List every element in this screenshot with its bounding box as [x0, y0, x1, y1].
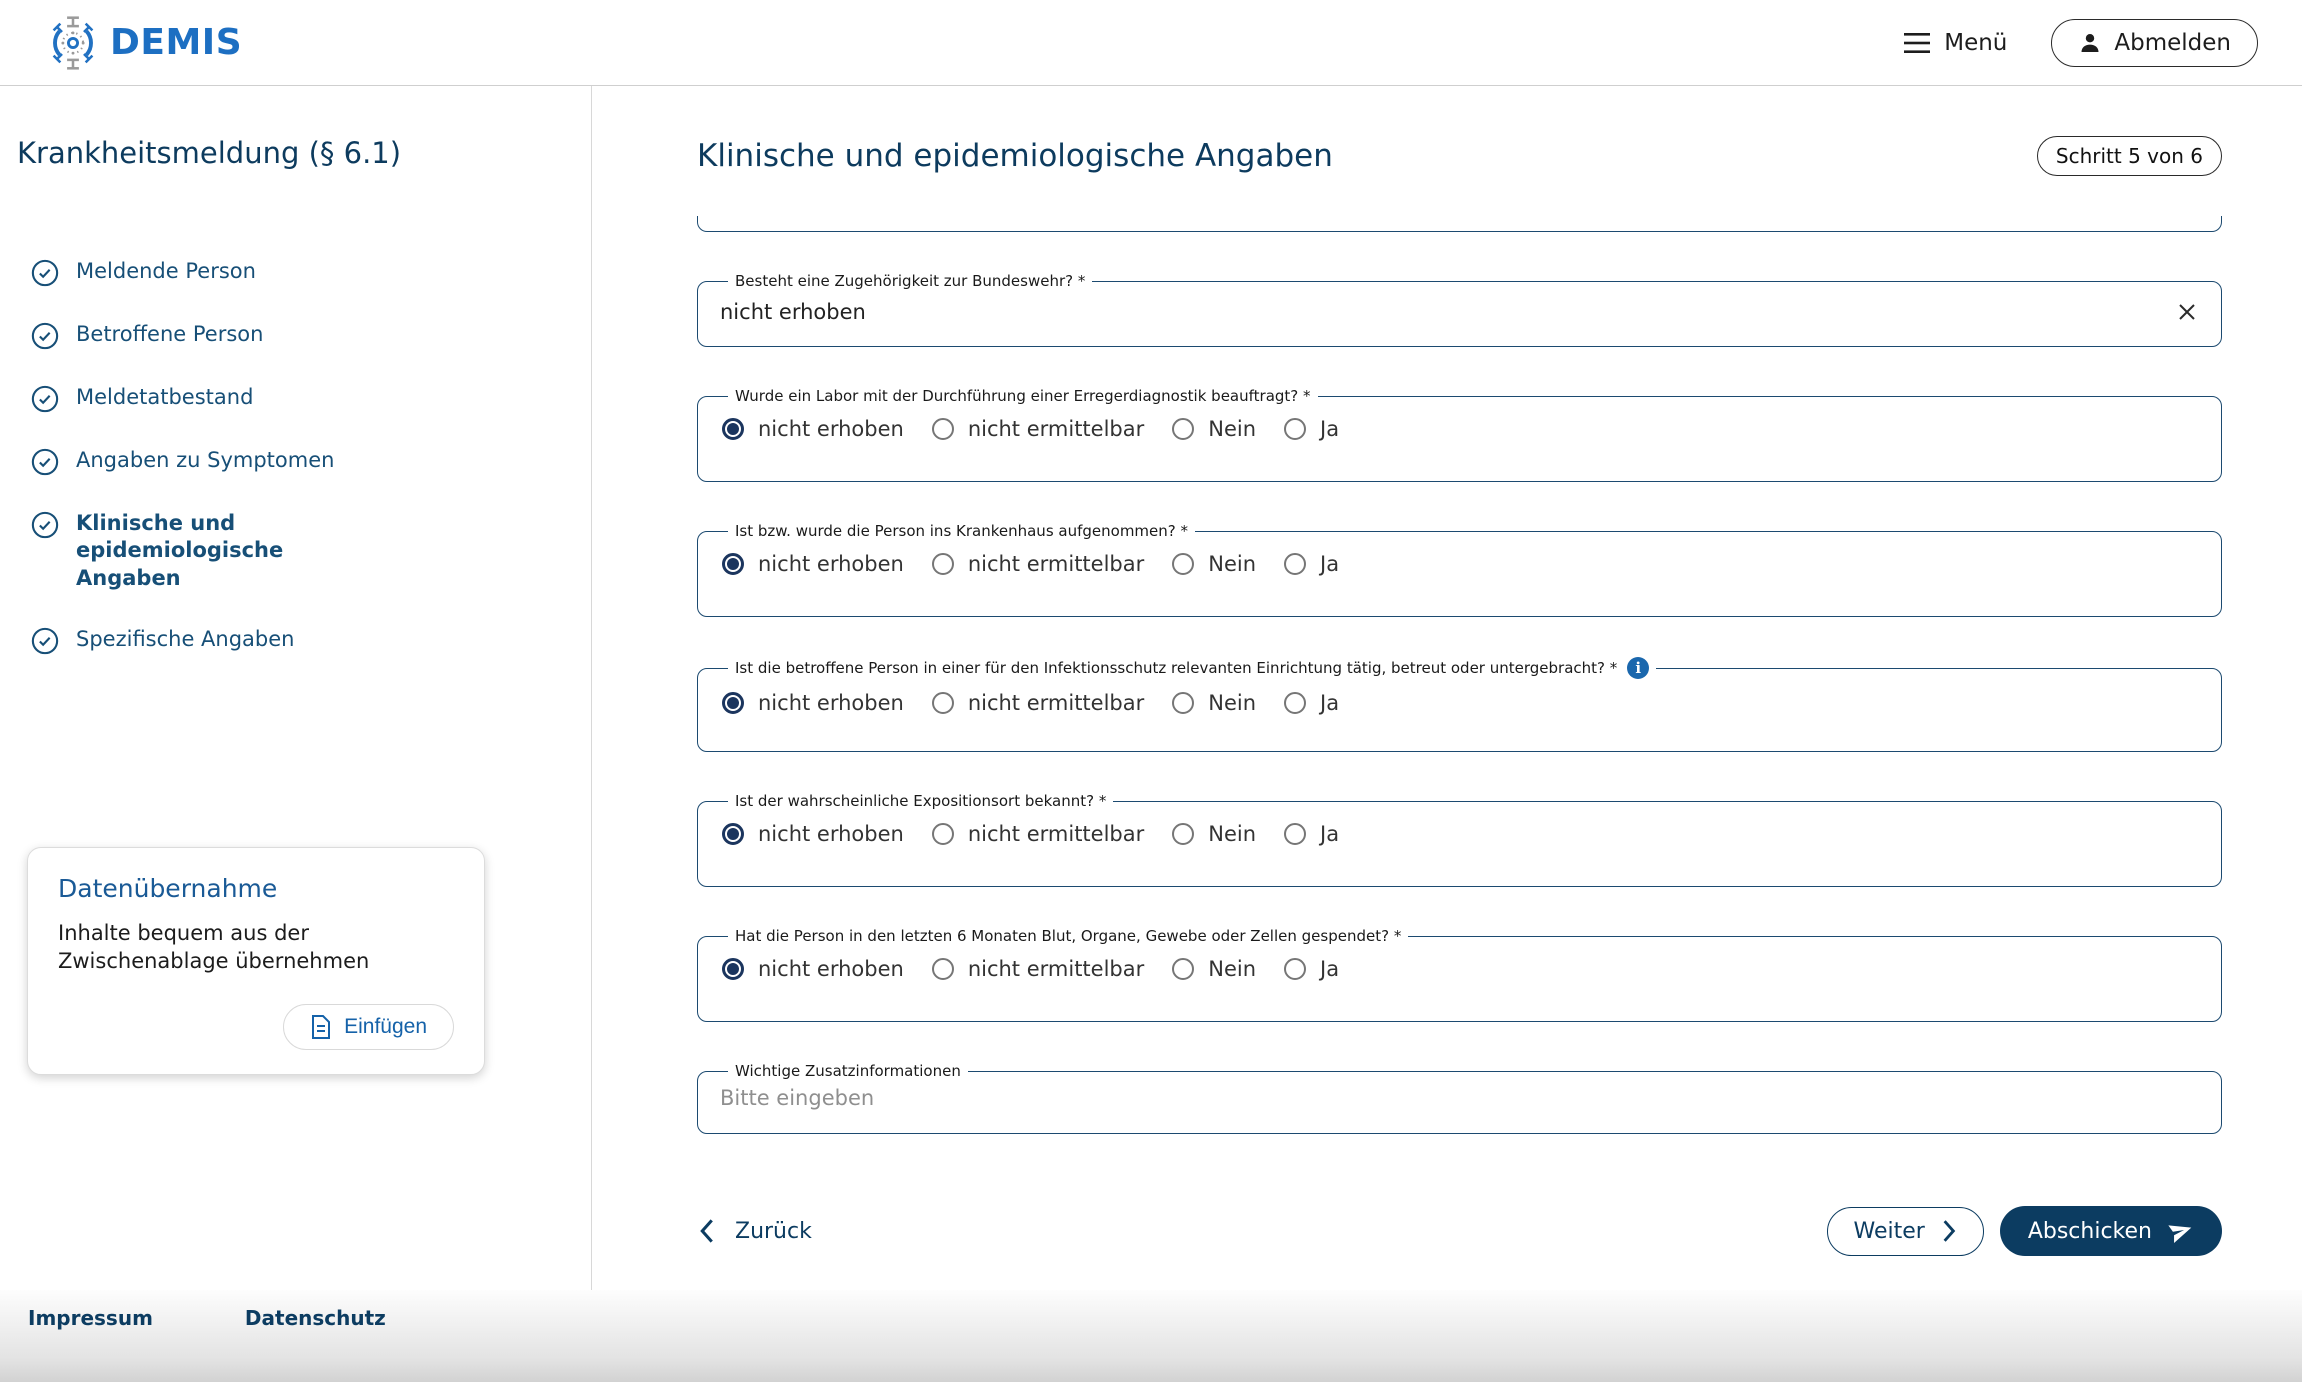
app-header [0, 0, 2302, 86]
submit-button[interactable] [2000, 1206, 2222, 1256]
radio-icon[interactable] [1172, 418, 1194, 440]
radio-option-nicht-ermittelbar[interactable]: nicht ermittelbar [932, 552, 1144, 576]
radio-option-nein[interactable]: Nein [1172, 691, 1256, 715]
step-label: Spezifische Angaben [76, 626, 295, 651]
field-label: Besteht eine Zugehörigkeit zur Bundeswehr? * [735, 272, 1086, 290]
sidebar-step-symptome[interactable] [31, 447, 561, 476]
radio-option-ja[interactable]: Ja [1284, 691, 1339, 715]
submit-label: Abschicken [2027, 1218, 2152, 1244]
check-circle-icon [31, 385, 59, 413]
check-circle-icon [31, 627, 59, 655]
radio-option-nicht-erhoben[interactable]: nicht erhoben [722, 957, 904, 981]
demis-logo-icon [46, 16, 100, 70]
check-circle-icon [31, 259, 59, 287]
radio-group [720, 679, 2199, 715]
field-label: Ist der wahrscheinliche Expositionsort bekannt? * [735, 792, 1107, 810]
krankenhaus-field [697, 522, 2222, 617]
field-label: Wichtige Zusatzinformationen [735, 1062, 961, 1080]
chevron-left-icon [697, 1218, 717, 1244]
radio-icon[interactable] [1172, 958, 1194, 980]
radio-group [720, 405, 2199, 441]
document-icon [310, 1015, 332, 1039]
einrichtung-field [697, 657, 2222, 752]
clipboard-card-description: Inhalte bequem aus der Zwischenablage übernehmen [58, 920, 370, 974]
radio-option-ja[interactable]: Ja [1284, 552, 1339, 576]
info-icon[interactable]: i [1627, 657, 1649, 679]
step-label: Klinische und epidemiologische Angaben [76, 511, 284, 590]
radio-option-nicht-erhoben[interactable]: nicht erhoben [722, 552, 904, 576]
radio-icon[interactable] [1284, 692, 1306, 714]
radio-option-nicht-ermittelbar[interactable]: nicht ermittelbar [932, 822, 1144, 846]
radio-option-nicht-ermittelbar[interactable]: nicht ermittelbar [932, 691, 1144, 715]
field-label: Wurde ein Labor mit der Durchführung einer Erregerdiagnostik beauftragt? * [735, 387, 1311, 405]
step-label: Angaben zu Symptomen [76, 448, 335, 472]
paste-button-label: Einfügen [344, 1014, 427, 1038]
expositionsort-field [697, 792, 2222, 887]
radio-option-nein[interactable]: Nein [1172, 552, 1256, 576]
back-label: Zurück [735, 1218, 812, 1244]
radio-icon[interactable] [1284, 418, 1306, 440]
radio-icon[interactable] [1284, 958, 1306, 980]
clear-icon[interactable] [2175, 300, 2199, 324]
radio-selected-icon[interactable] [722, 553, 744, 575]
wizard-sidebar [0, 86, 592, 1290]
step-badge: Schritt 5 von 6 [2037, 136, 2222, 176]
field-label: Hat die Person in den letzten 6 Monaten Blut, Organe, Gewebe oder Zellen gespendet? * [735, 927, 1402, 945]
hamburger-icon [1904, 32, 1930, 54]
paste-button[interactable] [283, 1004, 454, 1050]
radio-icon[interactable] [1172, 692, 1194, 714]
clipboard-card-title: Datenübernahme [58, 873, 278, 903]
radio-option-ja[interactable]: Ja [1284, 417, 1339, 441]
radio-option-nicht-erhoben[interactable]: nicht erhoben [722, 417, 904, 441]
spende-field [697, 927, 2222, 1022]
check-circle-icon [31, 322, 59, 350]
check-circle-icon [31, 448, 59, 476]
radio-group [720, 810, 2199, 846]
menu-label: Menü [1944, 29, 2008, 56]
sidebar-step-betroffene-person[interactable] [31, 321, 561, 350]
logo-text: DEMIS [110, 22, 243, 63]
radio-icon[interactable] [932, 418, 954, 440]
logout-button[interactable] [2051, 19, 2258, 67]
step-list [17, 258, 561, 655]
zusatzinformationen-input[interactable] [720, 1080, 2199, 1122]
step-label: Betroffene Person [76, 322, 264, 346]
radio-option-nein[interactable]: Nein [1172, 957, 1256, 981]
radio-selected-icon[interactable] [722, 418, 744, 440]
demis-logo[interactable] [46, 16, 242, 70]
logout-label: Abmelden [2114, 29, 2231, 56]
next-label: Weiter [1853, 1218, 1925, 1244]
footer-link-datenschutz[interactable]: Datenschutz [244, 1306, 386, 1330]
footer-link-impressum[interactable]: Impressum [28, 1306, 153, 1330]
radio-icon[interactable] [932, 823, 954, 845]
step-label: Meldende Person [76, 259, 256, 283]
sidebar-step-meldetatbestand[interactable] [31, 384, 561, 413]
back-button[interactable] [697, 1218, 812, 1244]
step-label: Meldetatbestand [76, 385, 254, 409]
radio-option-ja[interactable]: Ja [1284, 957, 1339, 981]
radio-selected-icon[interactable] [722, 823, 744, 845]
radio-group [720, 945, 2199, 981]
radio-icon[interactable] [1284, 553, 1306, 575]
page-title: Klinische und epidemiologische Angaben [697, 138, 1333, 174]
chevron-right-icon [1941, 1219, 1957, 1243]
next-button[interactable] [1827, 1207, 1984, 1256]
radio-icon[interactable] [932, 692, 954, 714]
form-panel [592, 86, 2302, 1290]
radio-option-nicht-erhoben[interactable]: nicht erhoben [722, 822, 904, 846]
radio-option-ja[interactable]: Ja [1284, 822, 1339, 846]
clipboard-card [27, 847, 485, 1075]
radio-option-nicht-erhoben[interactable]: nicht erhoben [722, 691, 904, 715]
sidebar-step-klinische-angaben[interactable] [31, 510, 561, 592]
page-footer [0, 1290, 2302, 1382]
report-title: Krankheitsmeldung (§ 6.1) [17, 136, 402, 170]
sidebar-step-meldende-person[interactable] [31, 258, 561, 287]
field-label: Ist bzw. wurde die Person ins Krankenhaus aufgenommen? * [735, 522, 1189, 540]
radio-option-nein[interactable]: Nein [1172, 822, 1256, 846]
labor-beauftragt-field [697, 387, 2222, 482]
radio-icon[interactable] [1284, 823, 1306, 845]
radio-icon[interactable] [932, 958, 954, 980]
radio-group [720, 540, 2199, 576]
partial-field-cutoff [697, 216, 2222, 232]
radio-selected-icon[interactable] [722, 958, 744, 980]
menu-button[interactable] [1904, 30, 2007, 56]
radio-icon[interactable] [1172, 553, 1194, 575]
radio-icon[interactable] [1172, 823, 1194, 845]
sidebar-step-spezifische-angaben[interactable] [31, 626, 561, 655]
select-value: nicht erhoben [720, 300, 866, 324]
send-icon [2165, 1215, 2198, 1248]
radio-option-nicht-ermittelbar[interactable]: nicht ermittelbar [932, 957, 1144, 981]
radio-selected-icon[interactable] [722, 692, 744, 714]
radio-icon[interactable] [932, 553, 954, 575]
check-circle-icon [31, 511, 59, 539]
person-icon [2078, 31, 2102, 55]
bundeswehr-select-field[interactable] [697, 272, 2222, 347]
radio-option-nicht-ermittelbar[interactable]: nicht ermittelbar [932, 417, 1144, 441]
radio-option-nein[interactable]: Nein [1172, 417, 1256, 441]
zusatzinformationen-field [697, 1062, 2222, 1134]
field-label: Ist die betroffene Person in einer für den Infektionsschutz relevanten Einrichtung tätig, betreut oder untergebracht? * [735, 659, 1618, 677]
